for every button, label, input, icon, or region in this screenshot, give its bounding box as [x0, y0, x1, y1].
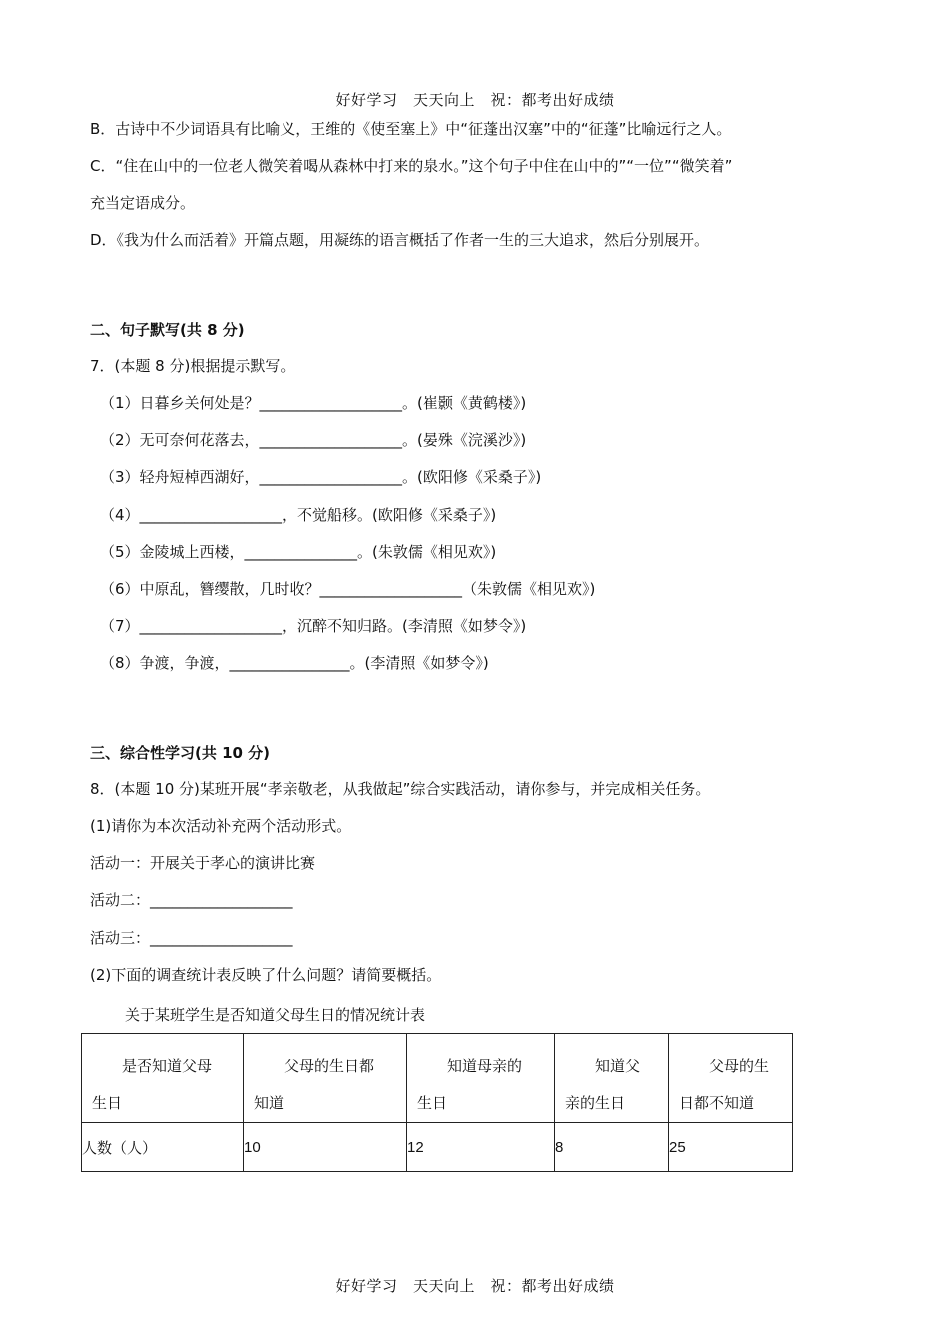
recite-item-3: （3）轻舟短棹西湖好，___________________。(欧阳修《采桑子》)	[100, 468, 542, 486]
recite-item-7: （7）___________________，沉醉不知归路。(李清照《如梦令》)	[100, 617, 527, 635]
header-line: 日都不知道	[679, 1094, 755, 1112]
table-cell: 10	[244, 1123, 407, 1172]
table-header-cell	[244, 1034, 407, 1123]
section2-heading: 二、句子默写(共 8 分)	[90, 321, 245, 339]
table-header-cell	[669, 1034, 793, 1123]
header-line: 知道父	[595, 1057, 641, 1075]
recite-item-8: （8）争渡，争渡，________________。(李清照《如梦令》)	[100, 654, 489, 672]
header-line: 亲的生日	[565, 1094, 626, 1112]
activity-2: 活动二：___________________	[90, 891, 293, 909]
recite-item-1: （1）日暮乡关何处是？___________________。(崔颢《黄鹤楼》)	[100, 394, 527, 412]
recite-item-5: （5）金陵城上西楼，_______________。(朱敦儒《相见欢》)	[100, 543, 497, 561]
activity-1: 活动一：开展关于孝心的演讲比赛	[90, 854, 316, 872]
option-b: B．古诗中不少词语具有比喻义，王维的《使至塞上》中“征蓬出汉塞”中的“征蓬”比喻远行之人。	[90, 120, 732, 138]
page-header: 好好学习 天天向上 祝：都考出好成绩	[335, 91, 615, 109]
table-caption: 关于某班学生是否知道父母生日的情况统计表	[125, 1006, 426, 1024]
table-cell: 12	[407, 1123, 555, 1172]
header-line: 父母的生日都	[284, 1057, 375, 1075]
header-line: 父母的生	[709, 1057, 770, 1075]
recite-item-4: （4）___________________，不觉船移。(欧阳修《采桑子》)	[100, 506, 497, 524]
question-8: 8．(本题 10 分)某班开展“孝亲敬老，从我做起”综合实践活动，请你参与，并完成相关任务。	[90, 780, 711, 798]
header-line: 知道	[254, 1094, 285, 1112]
table-row-label: 人数（人）	[82, 1123, 244, 1172]
section3-heading: 三、综合性学习(共 10 分)	[90, 744, 271, 762]
activity-3: 活动三：___________________	[90, 929, 293, 947]
header-line: 生日	[417, 1094, 448, 1112]
question-7: 7．(本题 8 分)根据提示默写。	[90, 357, 296, 375]
statistics-table	[81, 1033, 793, 1172]
page-footer: 好好学习 天天向上 祝：都考出好成绩	[335, 1277, 615, 1295]
table-cell: 8	[555, 1123, 669, 1172]
recite-item-2: （2）无可奈何花落去，___________________。(晏殊《浣溪沙》)	[100, 431, 527, 449]
table-header-row	[82, 1034, 793, 1123]
option-c-line2: 充当定语成分。	[90, 194, 196, 212]
recite-item-6: （6）中原乱，簪缨散，几时收？___________________（朱敦儒《相见欢》)	[100, 580, 596, 598]
table-header-cell	[555, 1034, 669, 1123]
header-line: 知道母亲的	[447, 1057, 523, 1075]
part-2-prompt: (2)下面的调查统计表反映了什么问题？请简要概括。	[90, 966, 442, 984]
option-c-line1: C．“住在山中的一位老人微笑着喝从森林中打来的泉水。”这个句子中住在山中的”“一位”“微笑着”	[90, 157, 733, 175]
table-cell: 25	[669, 1123, 793, 1172]
part-1-prompt: (1)请你为本次活动补充两个活动形式。	[90, 817, 352, 835]
table-row	[82, 1123, 793, 1172]
table-header-cell	[407, 1034, 555, 1123]
option-d: D．《我为什么而活着》开篇点题，用凝练的语言概括了作者一生的三大追求，然后分别展开。	[90, 231, 710, 249]
table-header-cell	[82, 1034, 244, 1123]
header-line: 生日	[92, 1094, 123, 1112]
header-line: 是否知道父母	[122, 1057, 213, 1075]
